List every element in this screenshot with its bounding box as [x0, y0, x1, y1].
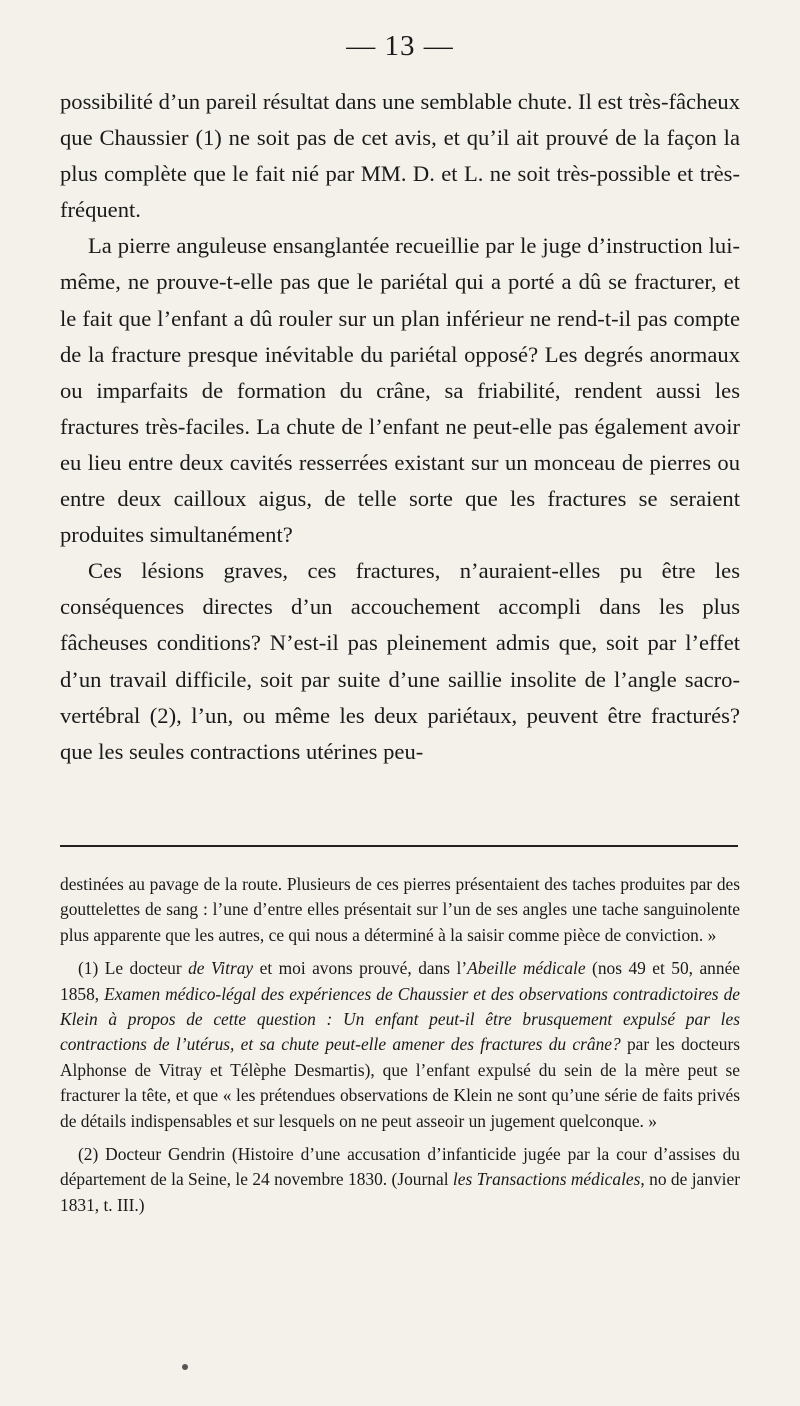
main-text — [60, 84, 740, 770]
page-number: — 13 — — [346, 30, 454, 62]
paragraph-3: Ces lésions graves, ces fractures, n’auraient-elles pu être les conséquences directes d’un accouchement accompli dans les plus fâcheuses conditions? N’est-il pas pleinement admis que, soit par l’effet d’un travail difficile, soit par suite d’une saillie insolite de l’angle sacro-vertébral (2), l’un, ou même les deux pariétaux, peuvent être fracturés? que les seules contractions utérines peu- — [60, 558, 740, 764]
footnote-1: (1) Le docteur de Vitray et moi avons prouvé, dans l’Abeille médicale (nos 49 et 50, année 1858, Examen médico-légal des expériences de Chaussier et des observations contradictoires de Klein à propos de cette question : Un enfant peut-il être brusquement expulsé par les contractions de l’utérus, et sa chute peut-elle amener des fractures du crâne? par les docteurs Alphonse de Vitray et Télèphe Desmartis), que l’enfant expulsé du sein de la mère peut se fracturer la tête, et que « les prétendues observations de Klein ne sont qu’une série de faits privés de détails indispensables et sur lesquels on ne peut asseoir un jugement quelconque. » — [60, 958, 741, 1131]
footnote-separator — [60, 845, 738, 847]
paragraph-1: possibilité d’un pareil résultat dans une semblable chute. Il est très-fâcheux que Chaussier (1) ne soit pas de cet avis, et qu’il ait prouvé de la façon la plus complète que le fait nié par MM. D. et L. ne soit très-possible et très-fréquent. — [60, 89, 740, 223]
footnotes — [60, 872, 740, 1226]
footnote-2: (2) Docteur Gendrin (Histoire d’une accusation d’infanticide jugée par la cour d’assises du département de la Seine, le 24 novembre 1830. (Journal les Transactions médicales, no de janvier 1831, t. III.) — [60, 1144, 740, 1215]
paragraph-2: La pierre anguleuse ensanglantée recueillie par le juge d’instruction lui-même, ne prouve-t-elle pas que le pariétal qui a porté a dû se fracturer, et le fait que l’enfant a dû rouler sur un plan inférieur ne rend-t-il pas compte de la fracture presque inévitable du pariétal opposé? Les degrés anormaux ou imparfaits de formation du crâne, sa friabilité, rendent aussi les fractures très-faciles. La chute de l’enfant ne peut-elle pas également avoir eu lieu entre deux cavités resserrées existant sur un monceau de pierres ou entre deux cailloux aigus, de telle sorte que les fractures se seraient produites simultanément? — [60, 233, 740, 548]
footnote-continuation: destinées au pavage de la route. Plusieurs de ces pierres présentaient des taches produites par des gouttelettes de sang : l’une d’entre elles présentait sur l’un de ses angles une tache sanguinolente plus apparente que les autres, ce qui nous a déterminé à la saisir comme pièce de conviction. » — [60, 874, 740, 945]
scan-speck — [182, 1364, 188, 1370]
